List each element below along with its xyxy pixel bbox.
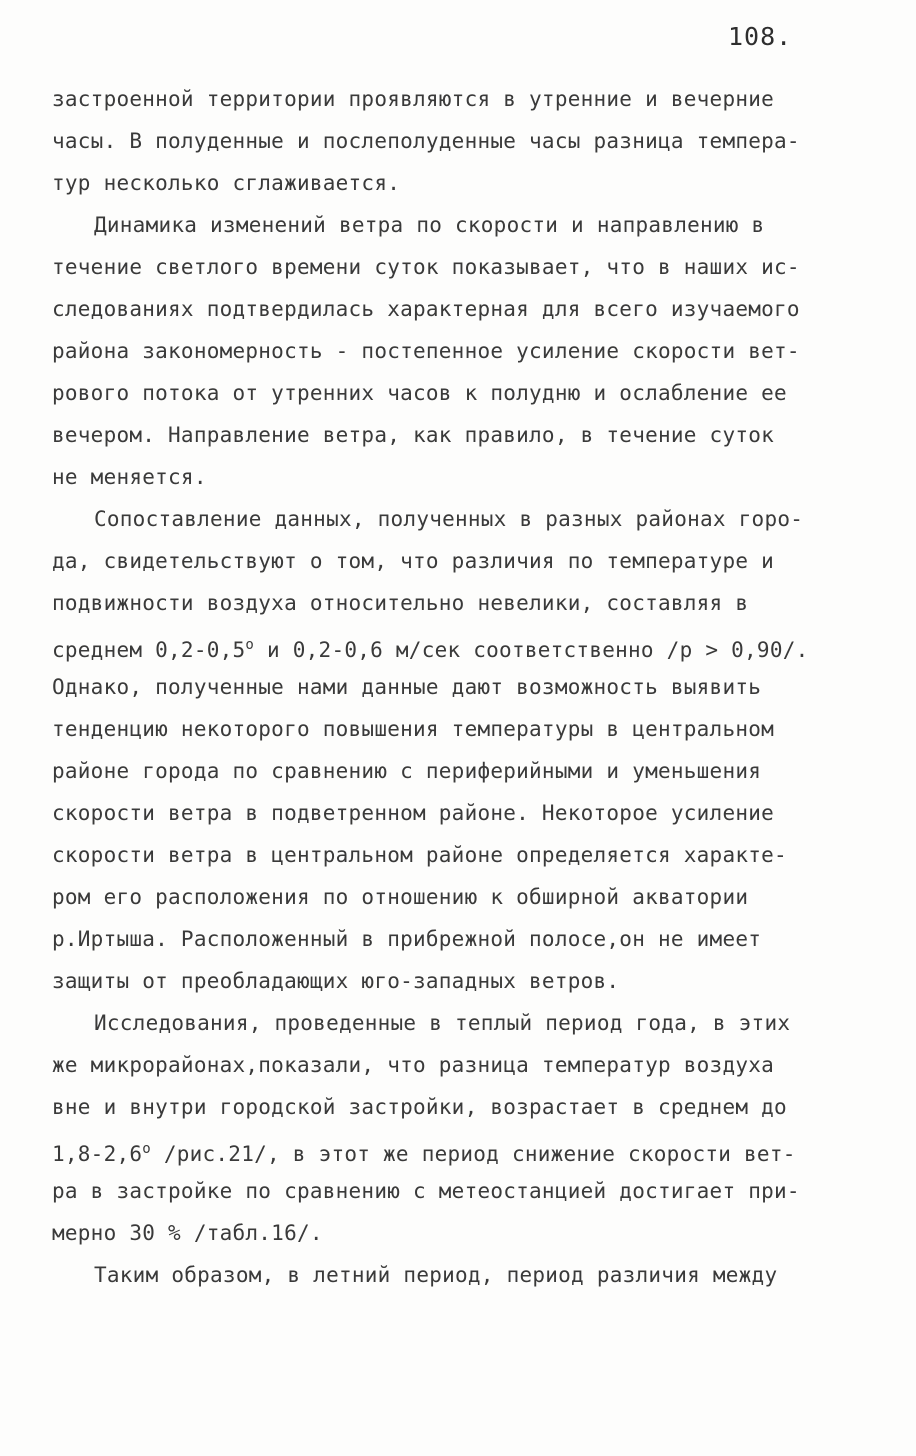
text-line: же микрорайонах,показали, что разница температур воздуха — [52, 1053, 775, 1077]
text-line: скорости ветра в подветренном районе. Некоторое усиление — [52, 801, 775, 825]
text-line: Однако, полученные нами данные дают возможность выявить — [52, 675, 762, 699]
text-fragment: и 0,2-0,6 м/сек соответственно /р > 0,90/. — [254, 638, 809, 662]
text-line: р.Иртыша. Расположенный в прибрежной полосе,он не имеет — [52, 927, 762, 951]
text-line — [52, 1128, 882, 1170]
text-line: застроенной территории проявляются в утренние и вечерние — [52, 87, 775, 111]
text-fragment: среднем 0,2-0,5 — [52, 638, 246, 662]
degree-superscript: o — [245, 637, 255, 653]
text-line: часы. В полуденные и послеполуденные часы разница темпера- — [52, 129, 800, 153]
text-fragment: /рис.21/, в этот же период снижение скорости вет- — [150, 1142, 796, 1166]
text-line: да, свидетельствуют о том, что различия по температуре и — [52, 549, 775, 573]
text-line: рового потока от утренних часов к полудню и ослабление ее — [52, 381, 787, 405]
text-line: вечером. Направление ветра, как правило, в течение суток — [52, 423, 775, 447]
text-line: вне и внутри городской застройки, возрастает в среднем до — [52, 1095, 787, 1119]
degree-superscript: o — [142, 1141, 151, 1157]
text-line: скорости ветра в центральном районе определяется характе- — [52, 843, 787, 867]
text-line: ром его расположения по отношению к обширной акватории — [52, 885, 749, 909]
text-line: районе города по сравнению с периферийными и уменьшения — [52, 759, 762, 783]
text-fragment: 1,8-2,6 — [52, 1142, 143, 1166]
text-line: подвижности воздуха относительно невелики, составляя в — [52, 591, 749, 615]
text-line: района закономерность - постепенное усиление скорости вет- — [52, 339, 800, 363]
text-line: следованиях подтвердилась характерная для всего изучаемого — [52, 297, 800, 321]
text-line: Сопоставление данных, полученных в разных районах горо- — [94, 507, 804, 531]
text-line: защиты от преобладающих юго-западных ветров. — [52, 969, 620, 993]
text-line: тур несколько сглаживается. — [52, 171, 401, 195]
text-line: Таким образом, в летний период, период различия между — [94, 1263, 778, 1287]
page-number: 108. — [728, 22, 793, 51]
text-line — [52, 624, 882, 666]
text-line: тенденцию некоторого повышения температуры в центральном — [52, 717, 775, 741]
text-line: Исследования, проведенные в теплый период года, в этих — [94, 1011, 791, 1035]
text-body — [52, 78, 882, 1296]
text-line: мерно 30 % /табл.16/. — [52, 1221, 323, 1245]
text-line: не меняется. — [52, 465, 207, 489]
text-line: Динамика изменений ветра по скорости и направлению в — [94, 213, 765, 237]
text-line: течение светлого времени суток показывает, что в наших ис- — [52, 255, 800, 279]
text-line: ра в застройке по сравнению с метеостанцией достигает при- — [52, 1179, 800, 1203]
